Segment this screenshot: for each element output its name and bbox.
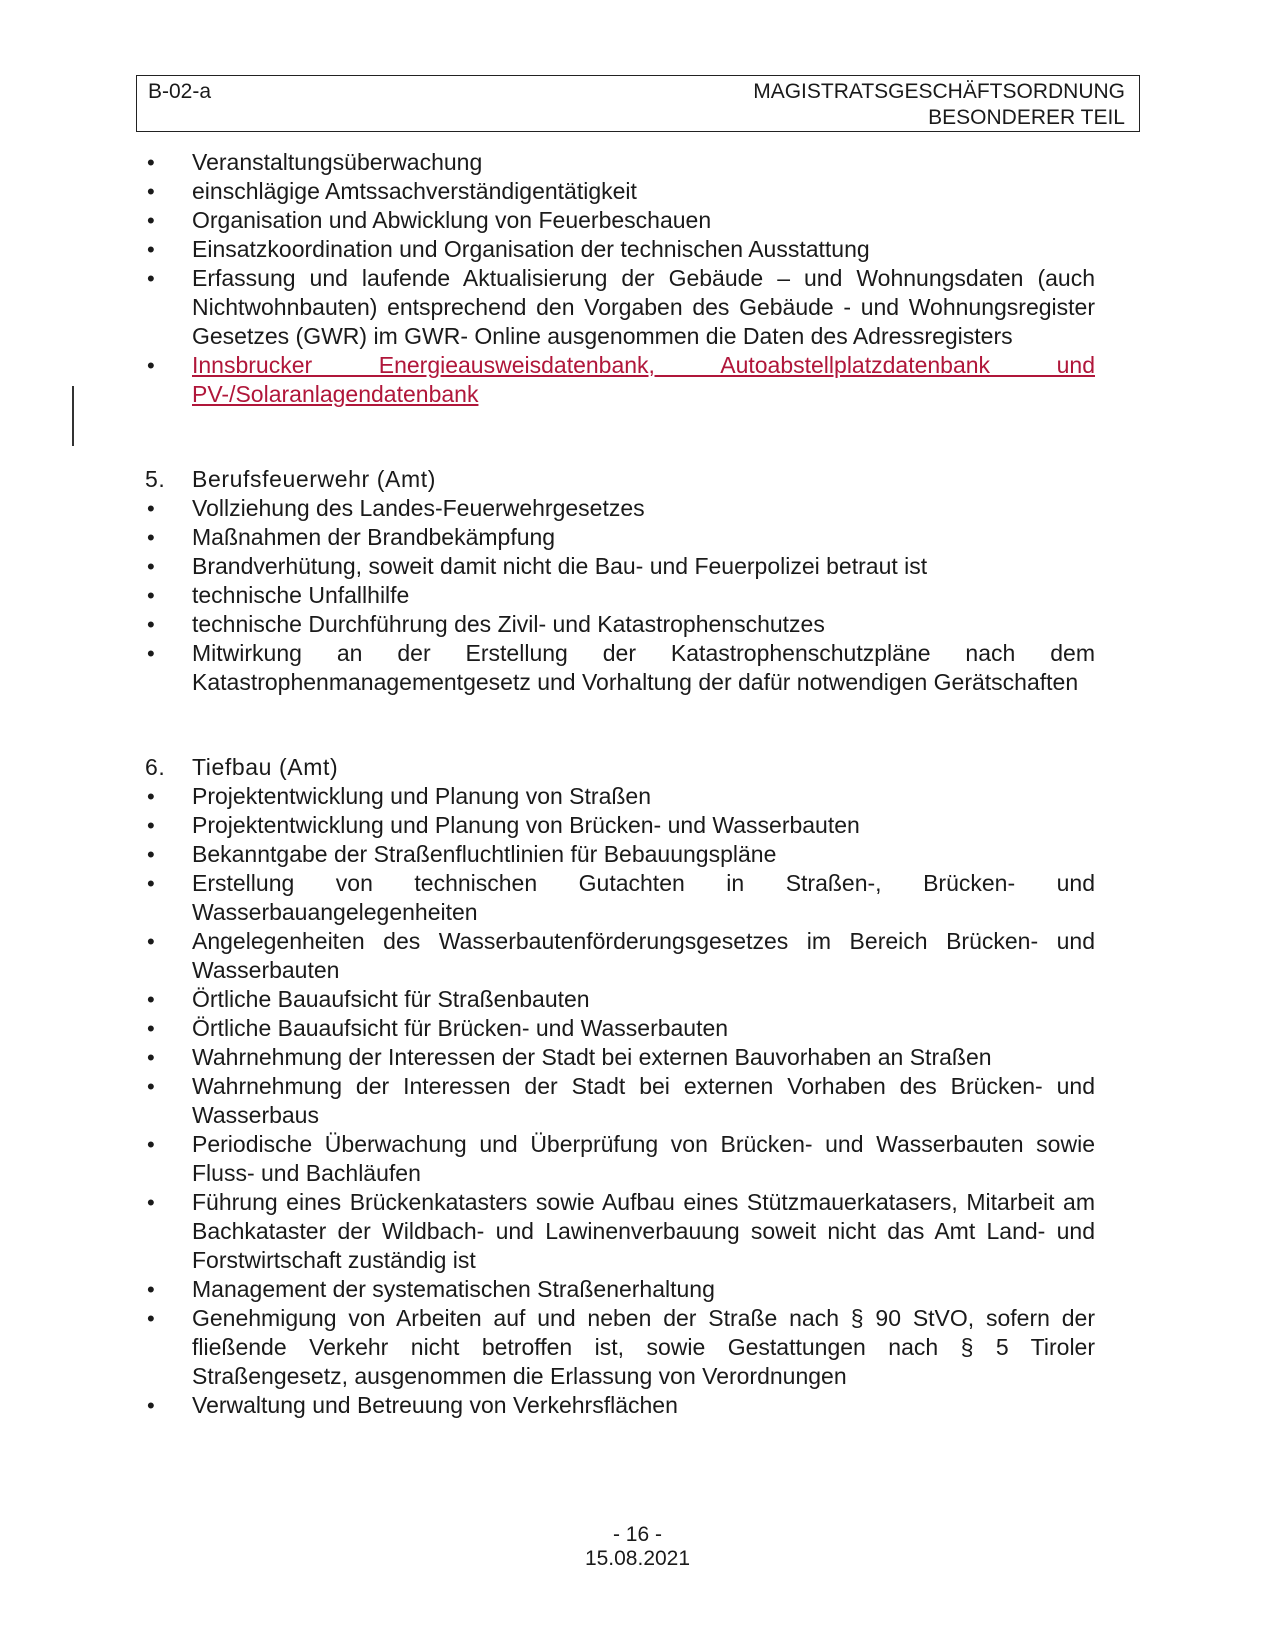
revision-change-bar bbox=[72, 386, 74, 446]
section-title: Tiefbau (Amt) bbox=[192, 754, 339, 780]
document-title bbox=[753, 79, 1125, 131]
list-item: • Einsatzkoordination und Organisation der technischen Ausstattung bbox=[145, 235, 1095, 264]
list-item: • Organisation und Abwicklung von Feuerbeschauen bbox=[145, 206, 1095, 235]
document-code: B-02-a bbox=[148, 80, 212, 103]
page-content bbox=[145, 148, 1095, 1420]
list-item: • Örtliche Bauaufsicht für Straßenbauten bbox=[145, 985, 1095, 1014]
section-5-list bbox=[145, 494, 1095, 697]
revised-text: • Innsbrucker Energieausweisdatenbank, Autoabstellplatzdatenbank und PV-/Solaranlagendatenbank bbox=[192, 352, 1095, 407]
document-title-line1: MAGISTRATSGESCHÄFTSORDNUNG bbox=[753, 80, 1125, 103]
list-item-changed bbox=[145, 351, 1095, 409]
section-number: 5. bbox=[145, 466, 166, 492]
list-item: • Bekanntgabe der Straßenfluchtlinien für Bebauungspläne bbox=[145, 840, 1095, 869]
list-item: • einschlägige Amtssachverständigentätigkeit bbox=[145, 177, 1095, 206]
document-date: 15.08.2021 bbox=[584, 1547, 691, 1570]
list-item: • Brandverhütung, soweit damit nicht die Bau- und Feuerpolizei betraut ist bbox=[145, 552, 1095, 581]
section-heading-5 bbox=[145, 465, 1095, 494]
page-header bbox=[136, 75, 1140, 132]
section-heading-6 bbox=[145, 753, 1095, 782]
list-item: • Erstellung von technischen Gutachten in Straßen-, Brücken- und Wasserbauangelegenheiten bbox=[145, 869, 1095, 927]
list-item: • Erfassung und laufende Aktualisierung der Gebäude – und Wohnungsdaten (auch Nichtwohnbauten) entsprechend den Vorgaben des Gebäude - und Wohnungsregister Gesetzes (GWR) im GWR- Online ausgenommen die Daten des Adressregisters bbox=[145, 264, 1095, 351]
list-item: • Vollziehung des Landes-Feuerwehrgesetzes bbox=[145, 494, 1095, 523]
section-title: Berufsfeuerwehr (Amt) bbox=[192, 466, 436, 492]
list-item: • technische Durchführung des Zivil- und Katastrophenschutzes bbox=[145, 610, 1095, 639]
list-item: • Maßnahmen der Brandbekämpfung bbox=[145, 523, 1095, 552]
list-item: • Projektentwicklung und Planung von Straßen bbox=[145, 782, 1095, 811]
section-number: 6. bbox=[145, 754, 166, 780]
list-item: • Örtliche Bauaufsicht für Brücken- und Wasserbauten bbox=[145, 1014, 1095, 1043]
list-item: • Verwaltung und Betreuung von Verkehrsflächen bbox=[145, 1391, 1095, 1420]
list-item: • Periodische Überwachung und Überprüfung von Brücken- und Wasserbauten sowie Fluss- und Bachläufen bbox=[145, 1130, 1095, 1188]
list-item: • Veranstaltungsüberwachung bbox=[145, 148, 1095, 177]
list-item: • Führung eines Brückenkatasters sowie Aufbau eines Stützmauerkatasers, Mitarbeit am Bachkataster der Wildbach- und Lawinenverbauung soweit nicht das Amt Land- und Forstwirtschaft zuständig ist bbox=[145, 1188, 1095, 1275]
list-item: • Wahrnehmung der Interessen der Stadt bei externen Vorhaben des Brücken- und Wasserbaus bbox=[145, 1072, 1095, 1130]
top-bullet-list bbox=[145, 148, 1095, 409]
list-item: • Management der systematischen Straßenerhaltung bbox=[145, 1275, 1095, 1304]
list-item: • Wahrnehmung der Interessen der Stadt bei externen Bauvorhaben an Straßen bbox=[145, 1043, 1095, 1072]
page-number: - 16 - bbox=[612, 1523, 662, 1546]
page-footer bbox=[0, 1523, 1275, 1571]
list-item: • Projektentwicklung und Planung von Brücken- und Wasserbauten bbox=[145, 811, 1095, 840]
section-6-list bbox=[145, 782, 1095, 1420]
list-item: • Mitwirkung an der Erstellung der Katastrophenschutzpläne nach dem Katastrophenmanagementgesetz und Vorhaltung der dafür notwendigen Gerätschaften bbox=[145, 639, 1095, 697]
list-item: • Angelegenheiten des Wasserbautenförderungsgesetzes im Bereich Brücken- und Wasserbauten bbox=[145, 927, 1095, 985]
list-item: • technische Unfallhilfe bbox=[145, 581, 1095, 610]
list-item: • Genehmigung von Arbeiten auf und neben der Straße nach § 90 StVO, sofern der fließende Verkehr nicht betroffen ist, sowie Gestattungen nach § 5 Tiroler Straßengesetz, ausgenommen die Erlassung von Verordnungen bbox=[145, 1304, 1095, 1391]
document-title-line2: BESONDERER TEIL bbox=[928, 106, 1125, 129]
